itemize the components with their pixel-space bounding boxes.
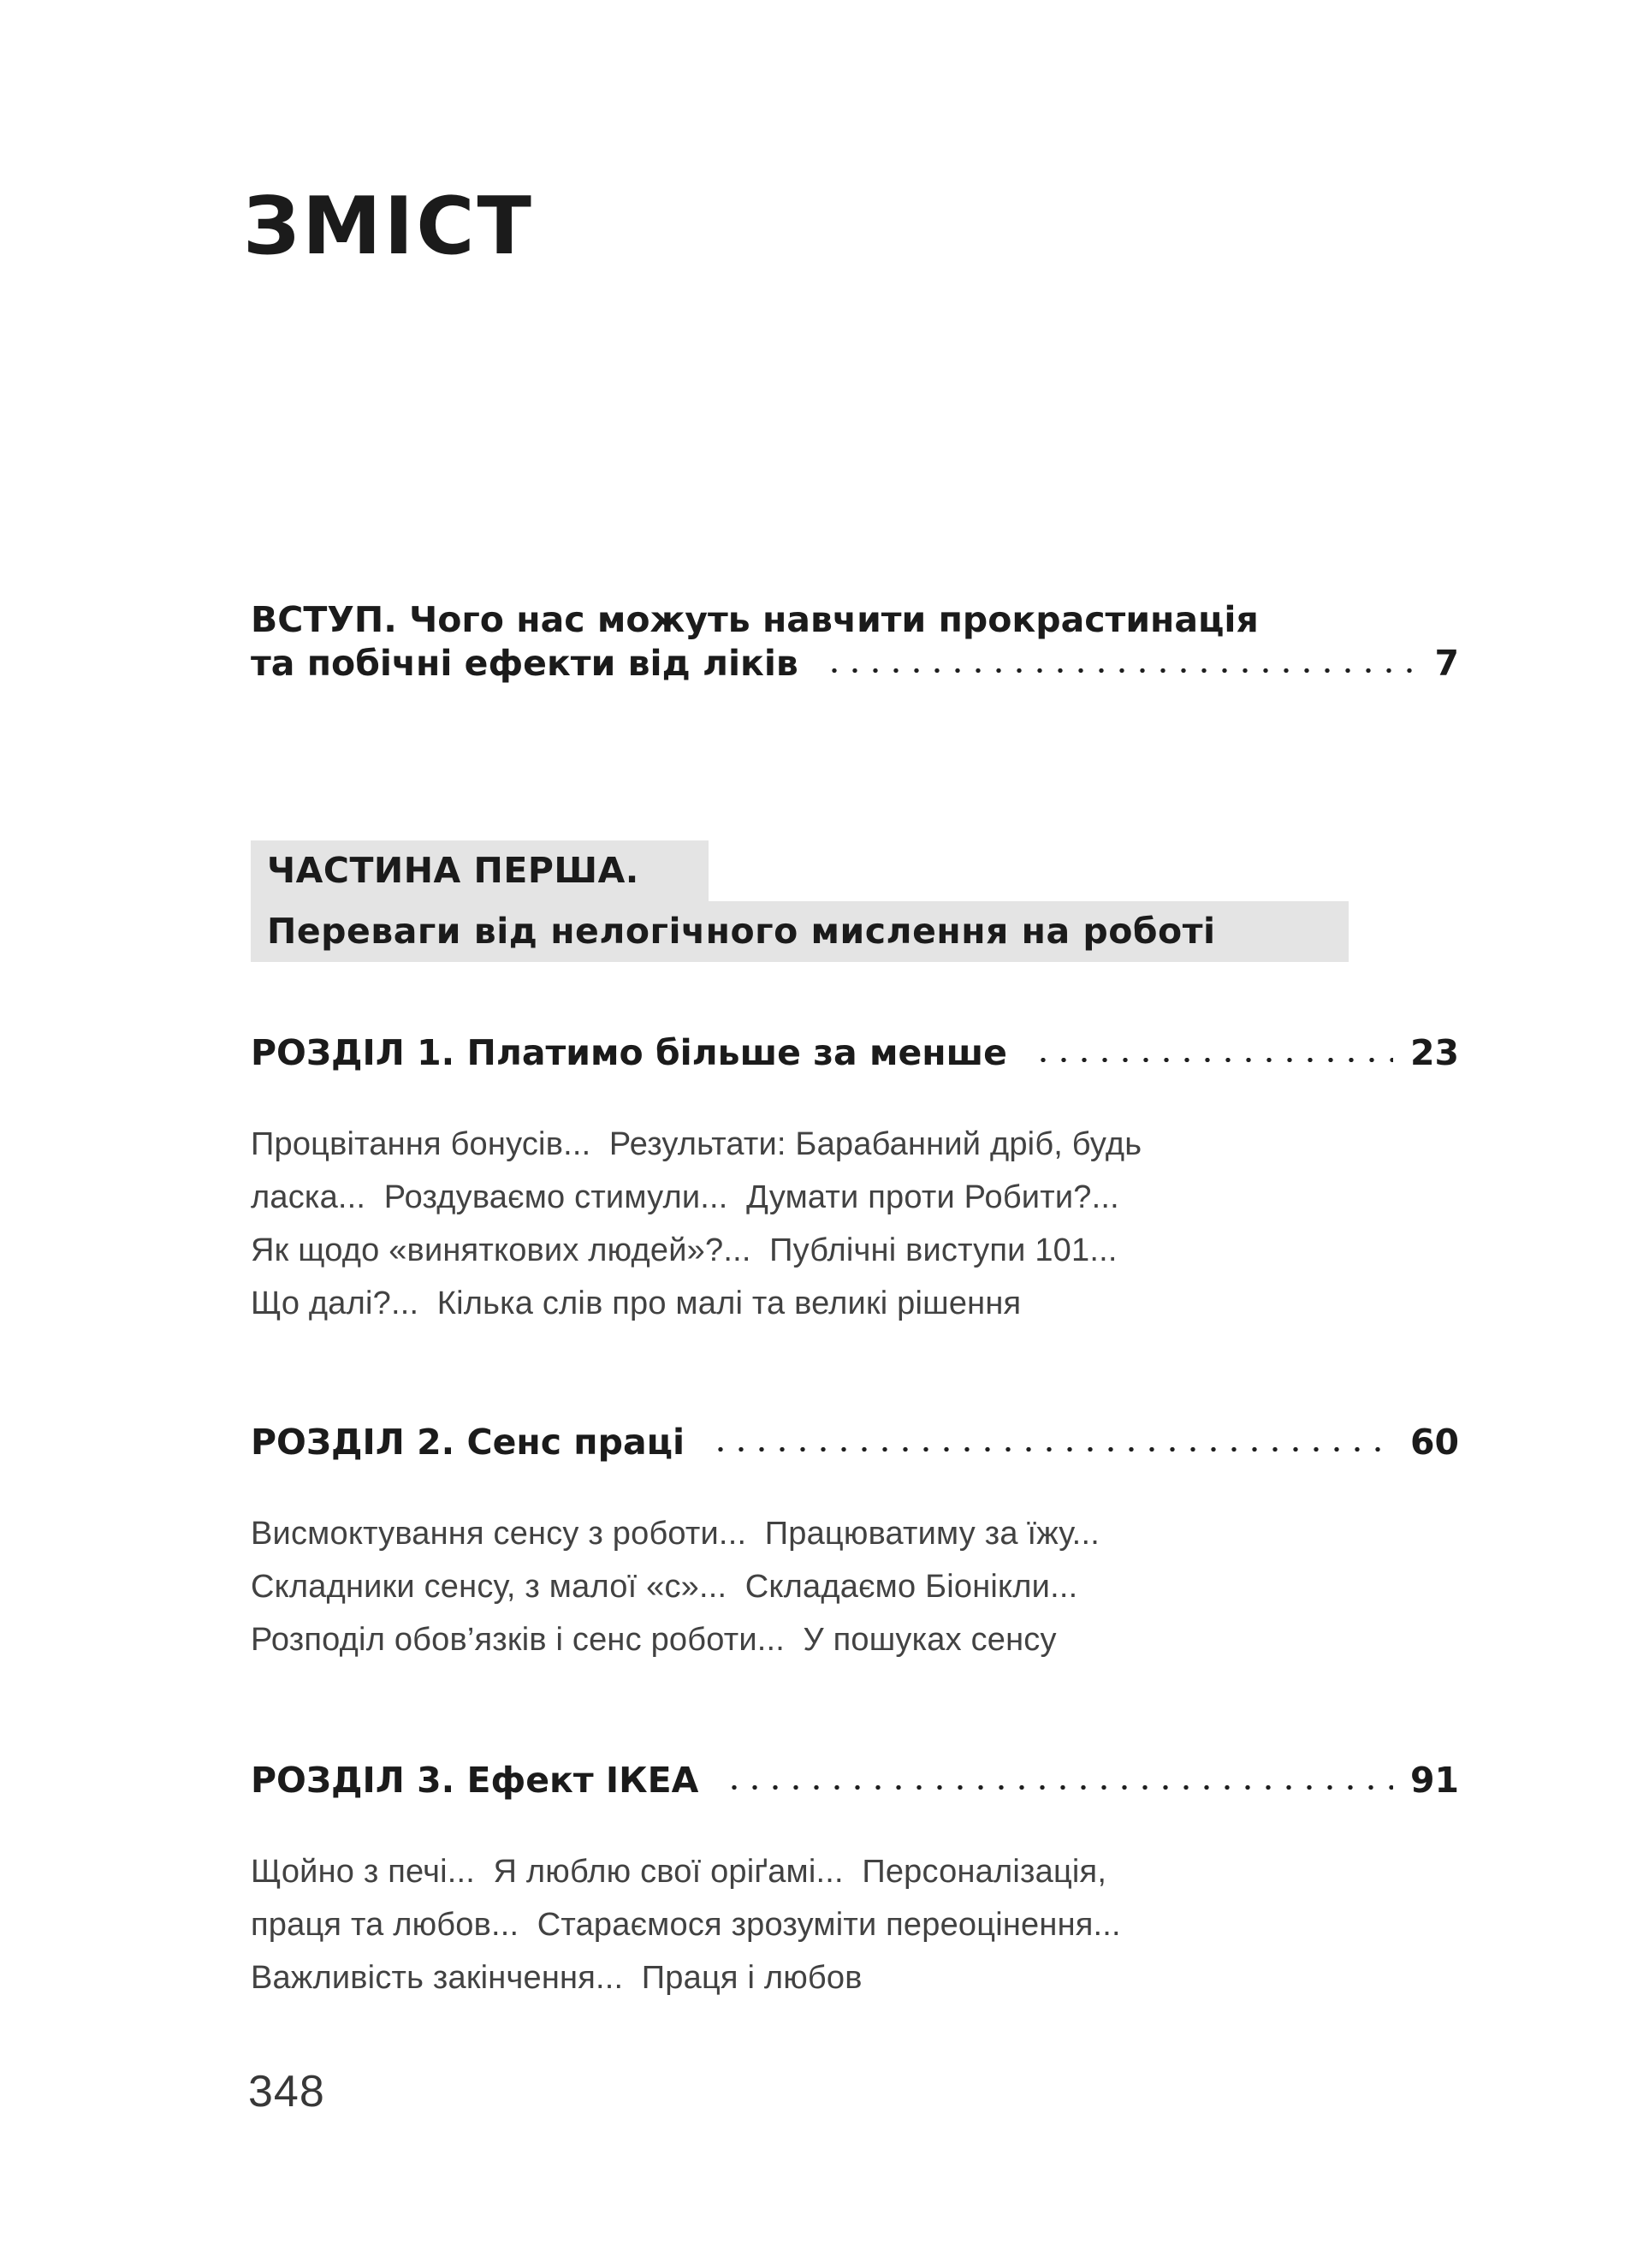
toc-entry-chapter-3 (251, 1759, 1459, 2004)
intro-title-line2: та побічні ефекти від ліків (251, 643, 798, 684)
dot-leader (710, 1421, 1393, 1464)
chapter-summary (251, 1507, 1459, 1666)
chapter-summary (251, 1845, 1459, 2004)
part-heading-line2: Переваги від нелогічного мислення на роботі (251, 901, 1349, 962)
chapter-title: РОЗДІЛ 2. Сенс праці (251, 1422, 685, 1463)
chapter-page-number: 91 (1409, 1760, 1459, 1801)
summary-line: Що далі?... Кілька слів про малі та великі рішення (251, 1285, 1022, 1321)
toc-entry-intro (251, 598, 1459, 686)
chapter-row (251, 1759, 1459, 1802)
chapter-summary (251, 1118, 1459, 1330)
summary-line: Висмоктування сенсу з роботи... Працюватиму за їжу... (251, 1516, 1100, 1552)
dot-leader (724, 1759, 1393, 1802)
chapter-title: РОЗДІЛ 1. Платимо більше за менше (251, 1032, 1007, 1073)
intro-title-line1: ВСТУП. Чого нас можуть навчити прокрастинація (251, 599, 1259, 640)
chapter-page-number: 60 (1409, 1422, 1459, 1463)
chapter-row (251, 1031, 1459, 1075)
summary-line: Розподіл обов’язків і сенс роботи... У пошуках сенсу (251, 1622, 1057, 1658)
toc-entry-chapter-1 (251, 1031, 1459, 1330)
toc-entry-chapter-2 (251, 1421, 1459, 1666)
dot-leader (1033, 1031, 1393, 1075)
summary-line: ласка... Роздуваємо стимули... Думати проти Робити?... (251, 1179, 1119, 1215)
summary-line: Важливість закінчення... Праця і любов (251, 1960, 863, 1996)
summary-line: праця та любов... Стараємося зрозуміти переоцінення... (251, 1907, 1121, 1943)
summary-line: Як щодо «виняткових людей»?... Публічні виступи 101... (251, 1232, 1118, 1268)
chapter-row (251, 1421, 1459, 1464)
summary-line: Щойно з печі... Я люблю свої оріґамі... Персоналізація, (251, 1854, 1107, 1890)
chapter-page-number: 23 (1409, 1032, 1459, 1073)
summary-line: Складники сенсу, з малої «с»... Складаємо Біонікли... (251, 1569, 1078, 1605)
page-title: ЗМІСТ (243, 180, 534, 272)
dot-leader (824, 642, 1418, 686)
summary-line: Процвітання бонусів... Результати: Барабанний дріб, будь (251, 1126, 1142, 1162)
chapter-title: РОЗДІЛ 3. Ефект ІКЕА (251, 1760, 699, 1801)
part-heading-line1: ЧАСТИНА ПЕРША. (251, 840, 709, 901)
intro-page-number: 7 (1434, 643, 1459, 684)
part-heading (251, 840, 1349, 962)
intro-title-row (251, 642, 1459, 686)
folio-page-number: 348 (248, 2067, 325, 2117)
